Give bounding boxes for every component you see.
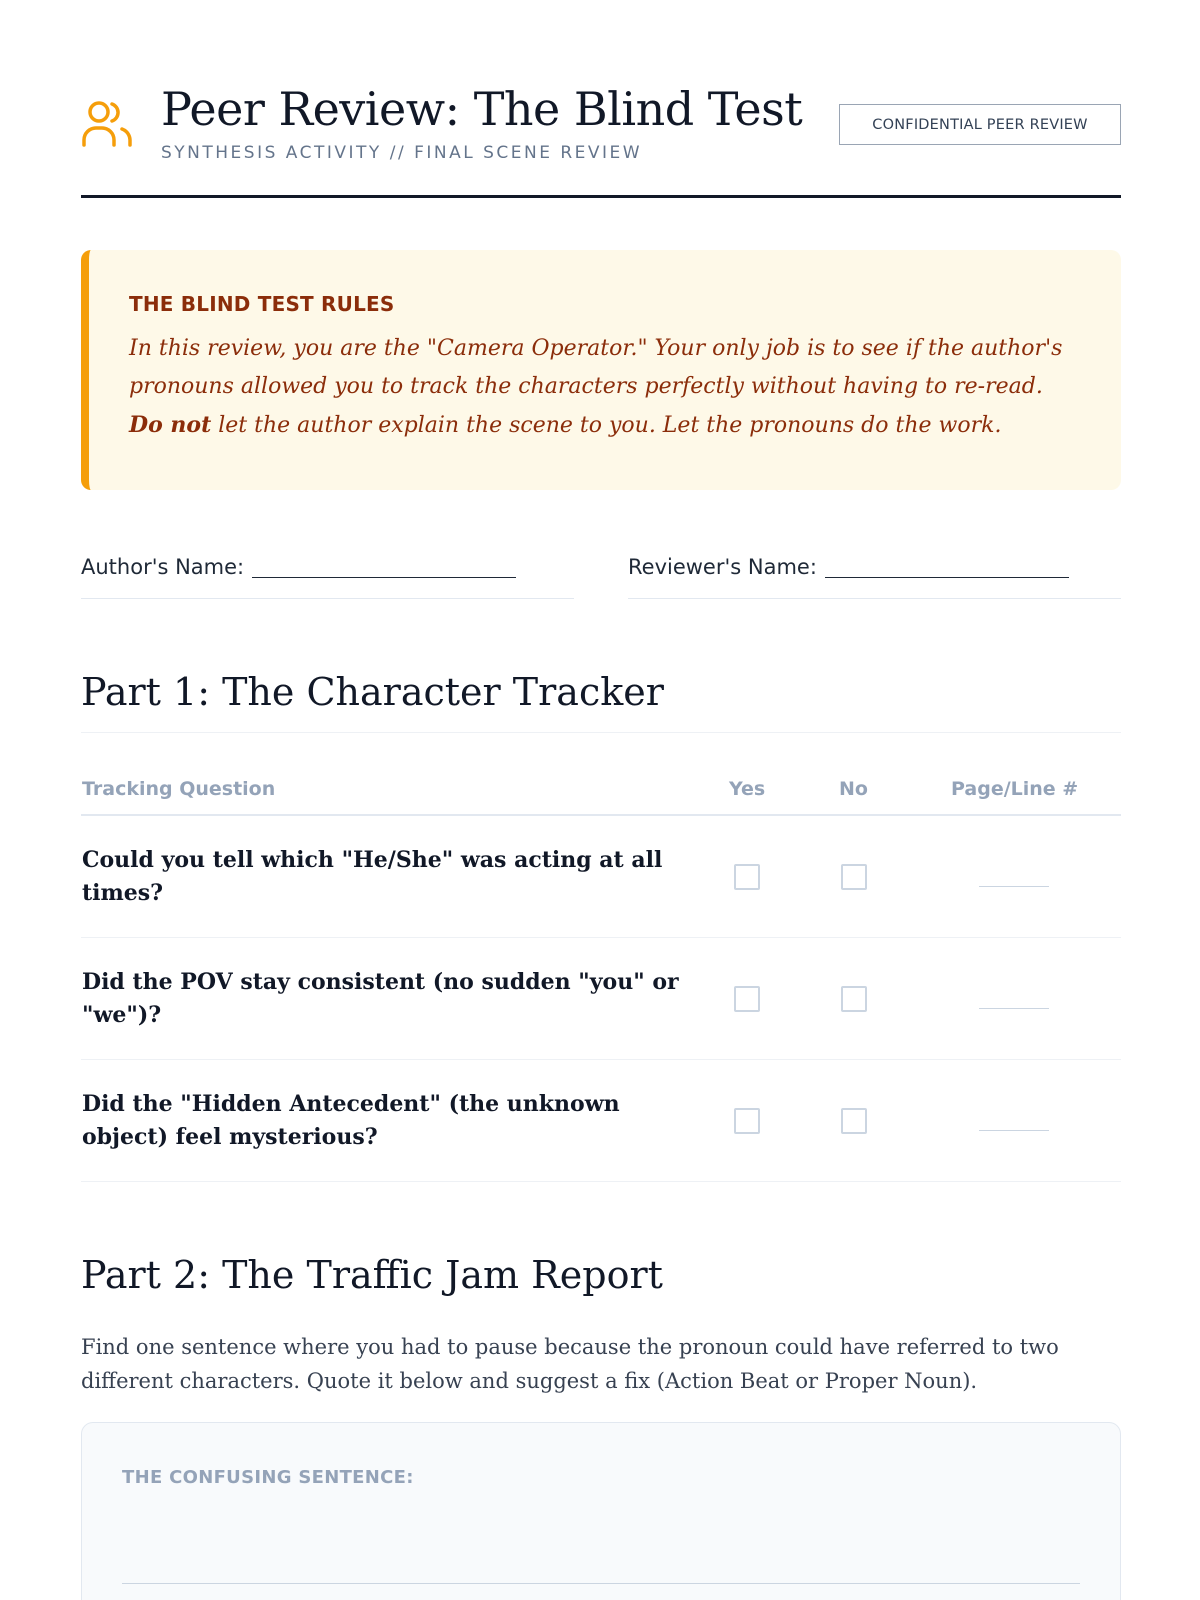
page-line-input[interactable]: [979, 1008, 1049, 1009]
table-header: [81, 760, 1121, 816]
part1-divider: [81, 732, 1121, 733]
column-header-page-line: Page/Line #: [951, 778, 1079, 800]
page-line-input[interactable]: [979, 886, 1049, 887]
reviewer-name-line[interactable]: [825, 577, 1069, 578]
no-checkbox[interactable]: [841, 986, 867, 1012]
part2-title: Part 2: The Traffic Jam Report: [81, 1253, 663, 1297]
tracking-question: Did the POV stay consistent (no sudden "you" or "we")?: [82, 969, 679, 1028]
reviewer-name-field[interactable]: [628, 555, 1121, 599]
column-header-yes: Yes: [729, 778, 766, 800]
blind-test-rules-callout: [81, 250, 1121, 490]
yes-checkbox[interactable]: [734, 1108, 760, 1134]
confusing-sentence-label: THE CONFUSING SENTENCE:: [122, 1467, 414, 1488]
no-checkbox[interactable]: [841, 864, 867, 890]
page-title: Peer Review: The Blind Test: [161, 82, 803, 136]
reviewer-name-label: Reviewer's Name:: [628, 555, 817, 579]
page-line-input[interactable]: [979, 1130, 1049, 1131]
table-row: [81, 938, 1121, 1060]
rules-text: [129, 330, 1083, 445]
rules-text-emphasis: Do not: [129, 412, 212, 438]
author-name-field[interactable]: [81, 555, 574, 599]
yes-checkbox[interactable]: [734, 864, 760, 890]
character-tracker-table: [81, 760, 1121, 1182]
part1-title: Part 1: The Character Tracker: [81, 670, 664, 714]
table-row: [81, 1060, 1121, 1182]
worksheet-header: [81, 0, 1121, 198]
table-row: [81, 816, 1121, 938]
rules-text-outro: let the author explain the scene to you. Let the pronouns do the work.: [211, 413, 1002, 438]
worksheet-page: [81, 0, 1121, 1488]
confidential-badge: CONFIDENTIAL PEER REVIEW: [839, 104, 1121, 145]
rules-text-intro: In this review, you are the "Camera Operator." Your only job is to see if the author's pronouns allowed you to track the characters perfectly without having to re-read.: [129, 336, 1063, 399]
no-checkbox[interactable]: [841, 1108, 867, 1134]
tracking-question: Could you tell which "He/She" was acting at all times?: [82, 847, 663, 906]
confusing-sentence-box: [81, 1422, 1121, 1600]
page-subtitle: SYNTHESIS ACTIVITY // FINAL SCENE REVIEW: [161, 143, 643, 163]
author-name-label: Author's Name:: [81, 555, 245, 579]
yes-checkbox[interactable]: [734, 986, 760, 1012]
author-name-line[interactable]: [252, 577, 516, 578]
column-header-no: No: [839, 778, 868, 800]
users-icon: [81, 100, 133, 150]
tracking-question: Did the "Hidden Antecedent" (the unknown object) feel mysterious?: [82, 1091, 620, 1150]
column-header-question: Tracking Question: [82, 778, 276, 800]
confusing-sentence-input[interactable]: [122, 1583, 1080, 1584]
part2-description: Find one sentence where you had to pause because the pronoun could have referred to two different characters. Quote it below and suggest a fix (Action Beat or Proper Noun).: [81, 1335, 1059, 1393]
rules-heading: THE BLIND TEST RULES: [129, 292, 395, 316]
